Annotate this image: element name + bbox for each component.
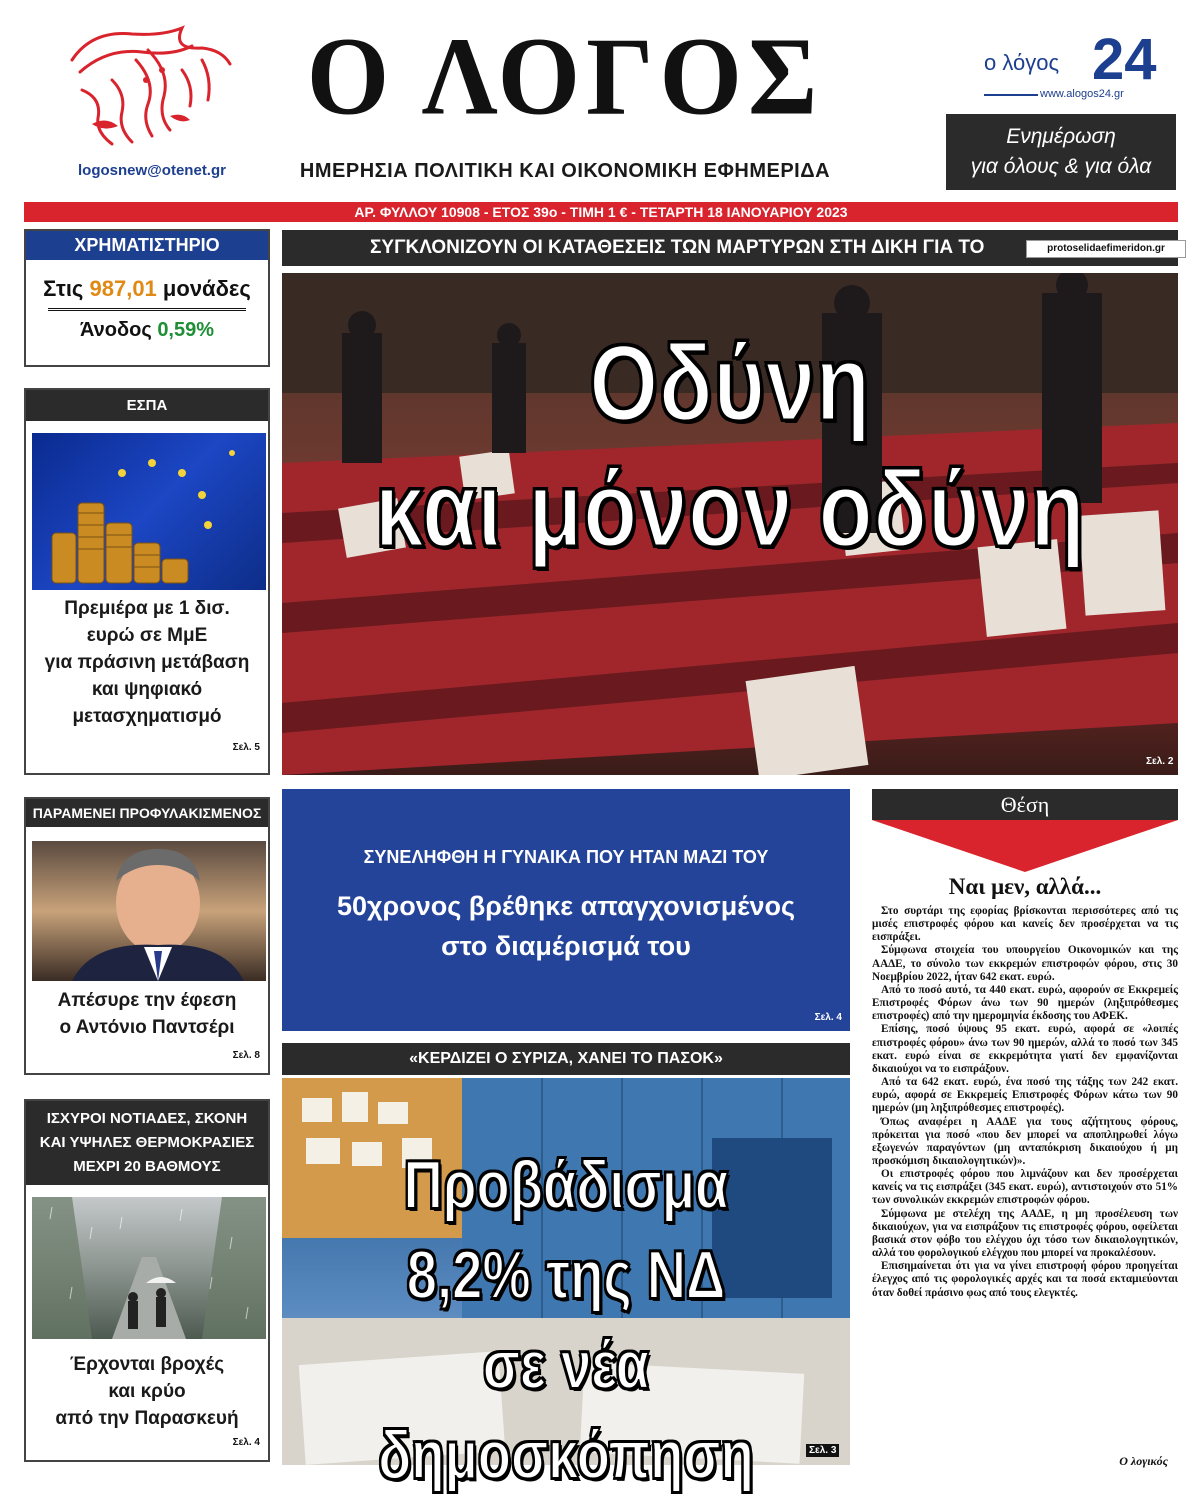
stock-divider [48,308,246,311]
poll-story-page-ref: Σελ. 3 [806,1444,839,1457]
weather-title-line: Έρχονται βροχές [69,1354,225,1375]
slogan-line-2: για όλους & για όλα [970,155,1152,178]
espa-title-line: μετασχηματισμό [72,706,222,727]
espa-page-ref: Σελ. 5 [232,742,260,753]
poll-headline-line-2: σε νέα δημοσκόπηση [378,1327,754,1493]
editorial-paragraph: Όπως αναφέρει η ΑΑΔΕ για τους αζήτητους φόρους, πρόκειται για ποσό «που δεν μπορεί να αποπληρωθεί λόγω εξωγενών παραγόντων (μη ανταπόκριση δικαιούχου ή μη προσκόμιση δικαιολογητικών)». [872,1115,1178,1167]
editorial-signature: Ο λογικός [1119,1454,1168,1468]
weather-title-line: από την Παρασκευή [55,1408,239,1429]
main-headline-line-2: και μόνον οδύνη [374,448,1086,569]
editorial-paragraph: Σύμφωνα με στελέχη της ΑΑΔΕ, η μη προσέλευση των δικαιούχων, για να εισπράξουν τις επιστροφές φόρου, οφείλεται βασικά στον φόβο του ελέγχου όχι τόσο των δικαιολογητικών, αλλά του φορολογικού ελέγχου που μπορεί να προκαλέσουν. [872,1207,1178,1260]
stock-change-prefix: Άνοδος [79,319,152,341]
weather-title-line: και κρύο [108,1381,186,1402]
editorial-paragraph: Από το ποσό αυτό, τα 440 εκατ. ευρώ, αφορούν σε Εκκρεμείς Επιστροφές Φόρων άνω των 90 ημερών (ληξιπρόθεσμες επιστροφές) από την ημερομηνία έκδοσης του ΑΦΕΚ. [872,983,1178,1023]
newspaper-subtitle: ΗΜΕΡΗΣΙΑ ΠΟΛΙΤΙΚΗ ΚΑΙ ΟΙΚΟΝΟΜΙΚΗ ΕΦΗΜΕΡΙΔΑ [299,160,831,182]
weather-title [26,1351,268,1432]
editorial-paragraph: Επισημαίνεται ότι για να γίνει επιστροφή φόρου προηγείται έλεγχος από τις φορολογικές αρχές και τα ποσά εκταμιεύονται όταν δοθεί πράσινο φως από τους ελεγκτές. [872,1260,1178,1299]
poll-headline-line-1: Προβάδισμα 8,2% της ΝΔ [403,1147,729,1313]
espa-title-line: και ψηφιακό [91,679,203,700]
custody-title-line: ο Αντόνιο Παντσέρι [59,1017,235,1038]
weather-page-ref: Σελ. 4 [232,1437,260,1448]
weather-header [26,1101,268,1185]
espa-title [26,595,268,730]
main-headline [363,320,1098,572]
watermark-label: protoselidaefimeridon.gr [1026,240,1186,258]
stock-market-header: ΧΡΗΜΑΤΙΣΤΗΡΙΟ [26,231,268,260]
editorial-title: Ναι μεν, αλλά... [948,874,1102,899]
issue-info-bar: ΑΡ. ΦΥΛΛΟΥ 10908 - ΕΤΟΣ 39ο - ΤΙΜΗ 1 € - ΤΕΤΑΡΤΗ 18 ΙΑΝΟΥΑΡΙΟΥ 2023 [24,202,1178,222]
editorial-paragraph: Επίσης, ποσό ύψους 95 εκατ. ευρώ, αφορά σε «λοιπές επιστροφές φόρου» άνω των 90 ημερών, αλλά το ποσό των 345 εκατ. ευρώ είναι σε εκκρεμότητα γιατί δεν εμφανίζονται δικαιούχοι να το εισπράξουν. [872,1023,1178,1075]
editorial-paragraph: Σύμφωνα στοιχεία του υπουργείου Οικονομικών και της ΑΑΔΕ, το σύνολο των εκκρεμών επιστροφών φόρου, στις 30 Νοεμβρίου 2022, ήταν 642 εκατ. ευρώ. [872,944,1178,983]
coins-eu-flag-photo [32,433,266,590]
editorial-paragraph: Στο συρτάρι της εφορίας βρίσκονται περισσότερες από τις μισές επιστροφές φόρου και κανείς δεν προσέρχεται να τις εισπράξει. [872,905,1178,944]
editorial-header: Θέση [872,789,1178,820]
slogan-box [946,114,1176,190]
blue-headline-line-1: 50χρονος βρέθηκε απαγχονισμένος [336,891,796,921]
rainy-street-photo [32,1197,266,1339]
newspaper-title: Ο ΛΟΓΟΣ [306,15,824,138]
espa-title-line: για πράσινη μετάβαση [44,652,250,673]
weather-header-line: ΚΑΙ ΥΨΗΛΕΣ ΘΕΡΜΟΚΡΑΣΙΕΣ [39,1134,255,1151]
logos24-url: www.alogos24.gr [1040,88,1124,100]
custody-title-line: Απέσυρε την έφεση [57,990,237,1011]
custody-story[interactable] [24,797,270,1075]
blue-story-page-ref: Σελ. 4 [814,1012,842,1023]
logos24-name: ο λόγος [984,50,1060,75]
stock-index-suffix: μονάδες [162,276,251,301]
weather-story[interactable] [24,1099,270,1462]
editorial-paragraph: Οι επιστροφές φόρου που λιμνάζουν και δεν προσέρχεται κανείς να τις εισπράξει (345 εκατ. ευρώ), αντιστοιχούν στο 51% των συνολικών εκκρεμών επιστροφών φόρου. [872,1168,1178,1207]
main-story-kicker: ΣΥΓΚΛΟΝΙΖΟΥΝ ΟΙ ΚΑΤΑΘΕΣΕΙΣ ΤΩΝ ΜΑΡΤΥΡΩΝ ΣΤΗ ΔΙΚΗ ΓΙΑ ΤΟ [282,230,1178,266]
editorial-red-triangle [872,820,1178,872]
slogan-line-1: Ενημέρωση [1006,125,1116,148]
weather-header-line: ΜΕΧΡΙ 20 ΒΑΘΜΟΥΣ [73,1158,221,1175]
stock-index-line [26,276,268,302]
poll-story-kicker: «ΚΕΡΔΙΖΕΙ Ο ΣΥΡΙΖΑ, ΧΑΝΕΙ ΤΟ ΠΑΣΟΚ» [282,1043,850,1075]
blue-story-kicker: ΣΥΝΕΛΗΦΘΗ Η ΓΥΝΑΙΚΑ ΠΟΥ ΗΤΑΝ ΜΑΖΙ ΤΟΥ [363,847,769,867]
espa-title-line: Πρεμιέρα με 1 δισ. [64,598,230,619]
logos24-number: 24 [1092,27,1157,92]
blue-headline-line-2: στο διαμέρισμά του [441,931,691,961]
stock-index-prefix: Στις [43,276,84,301]
custody-header: ΠΑΡΑΜΕΝΕΙ ΠΡΟΦΥΛΑΚΙΣΜΕΝΟΣ [26,799,268,827]
poll-headline [339,1140,793,1494]
logos24-brand[interactable] [980,27,1157,108]
man-portrait-photo [32,841,266,981]
newspaper-logo-art [52,20,242,152]
stock-change-value: 0,59% [157,319,215,341]
editorial-body [872,905,1178,1300]
espa-header: ΕΣΠΑ [26,390,268,421]
contact-email: logosnew@otenet.gr [78,162,226,179]
blue-story[interactable] [282,789,850,1031]
stock-change-line [26,319,268,342]
custody-page-ref: Σελ. 8 [232,1050,260,1061]
custody-title [26,987,268,1041]
espa-story[interactable] [24,388,270,775]
stock-index-value: 987,01 [89,276,157,301]
weather-header-line: ΙΣΧΥΡΟΙ ΝΟΤΙΑΔΕΣ, ΣΚΟΝΗ [46,1110,248,1127]
blue-story-headline [282,886,850,966]
stock-market-box [24,229,270,367]
logos24-rule [984,94,1038,96]
editorial-paragraph: Από τα 642 εκατ. ευρώ, ένα ποσό της τάξης των 242 εκατ. ευρώ, αφορά σε Εκκρεμείς Επιστροφές Φόρων κάτω των 90 ημερών (μη ληξιπρόθεσμες επιστροφές). [872,1076,1178,1115]
espa-title-line: ευρώ σε ΜμΕ [86,625,208,646]
main-headline-line-1: Οδύνη [589,322,871,443]
main-story-page-ref: Σελ. 2 [1146,756,1174,767]
